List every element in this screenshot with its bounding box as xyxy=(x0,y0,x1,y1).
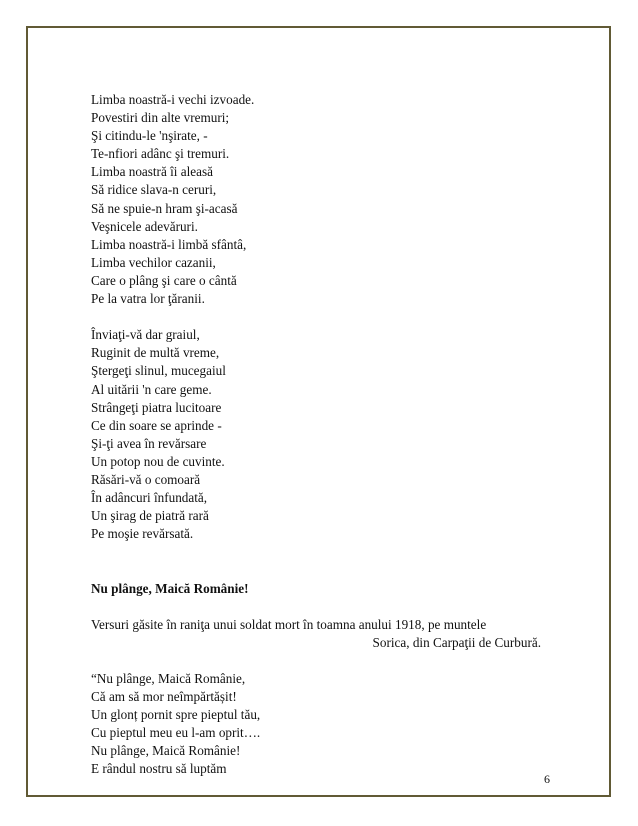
verse-line: “Nu plânge, Maică Românie, xyxy=(91,671,246,686)
verse-line: E rândul nostru să luptăm xyxy=(91,761,227,777)
verse-line: Care o plâng şi care o cântă xyxy=(91,272,237,288)
poem-note xyxy=(91,616,541,652)
verse-line: Răsări-vă o comoară xyxy=(91,471,201,487)
verse-line: Şi citindu-le 'nşirate, - xyxy=(91,128,208,144)
verse-line: Ce din soare se aprinde - xyxy=(91,417,222,433)
poem1-stanza2 xyxy=(91,326,541,543)
verse-line: Te-nfiori adânc şi tremuri. xyxy=(91,146,230,162)
verse-line: Că am să mor neîmpărtășit! xyxy=(91,689,237,705)
poem1-stanza1 xyxy=(91,91,541,308)
verse-line: Limba vechilor cazanii, xyxy=(91,254,216,270)
note-line: Sorica, din Carpaţii de Curbură. xyxy=(372,634,541,650)
verse-line: Ştergeţi slinul, mucegaiul xyxy=(91,363,226,379)
verse-line: Povestiri din alte vremuri; xyxy=(91,110,230,126)
verse-line: Să ridice slava-n ceruri, xyxy=(91,182,217,198)
stanza-gap xyxy=(91,652,541,670)
verse-line: Un potop nou de cuvinte. xyxy=(91,453,225,469)
verse-line: Al uitării 'n care geme. xyxy=(91,381,212,397)
verse-line: Înviaţi-vă dar graiul, xyxy=(91,327,200,343)
poem2-stanza1 xyxy=(91,670,541,779)
page-content xyxy=(91,91,541,779)
stanza-gap xyxy=(91,308,541,326)
verse-line: Veşnicele adevăruri. xyxy=(91,218,198,234)
page-number: 6 xyxy=(544,772,550,786)
verse-line: Cu pieptul meu eu l-am oprit…. xyxy=(91,725,261,741)
verse-line: Limba noastră-i vechi izvoade. xyxy=(91,92,255,107)
verse-line: Şi-ţi avea în revărsare xyxy=(91,435,207,451)
verse-line: Limba noastră îi aleasă xyxy=(91,164,213,180)
note-line: Versuri găsite în raniţa unui soldat mort în toamna anului 1918, pe muntele xyxy=(91,616,487,632)
verse-line: Strângeţi piatra lucitoare xyxy=(91,399,222,415)
stanza-gap xyxy=(91,598,541,616)
verse-line: Un glonț pornit spre pieptul tău, xyxy=(91,707,261,723)
verse-line: Nu plânge, Maică Românie! xyxy=(91,743,241,759)
verse-line: Ruginit de multă vreme, xyxy=(91,345,220,361)
stanza-gap xyxy=(91,543,541,561)
poem-title: Nu plânge, Maică Românie! xyxy=(91,580,249,596)
verse-line: Să ne spuie-n hram şi-acasă xyxy=(91,200,238,216)
verse-line: În adâncuri înfundată, xyxy=(91,490,208,506)
verse-line: Un şirag de piatră rară xyxy=(91,508,209,524)
verse-line: Pe la vatra lor ţăranii. xyxy=(91,291,205,307)
stanza-gap xyxy=(91,561,541,579)
verse-line: Pe moşie revărsată. xyxy=(91,526,194,542)
verse-line: Limba noastră-i limbă sfântâ, xyxy=(91,236,247,252)
